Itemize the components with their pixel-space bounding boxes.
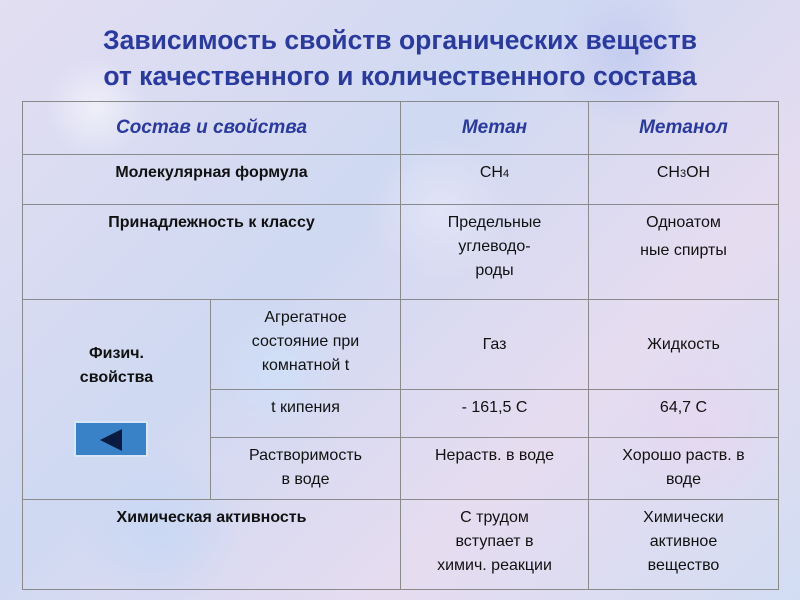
boiling-label: t кипения — [211, 390, 401, 438]
text-line: вещество — [647, 557, 720, 574]
text-line: Хорошо раств. в — [622, 447, 745, 464]
methanol-boiling: 64,7 С — [589, 390, 779, 438]
table-row-state — [23, 300, 779, 390]
text-line: в воде — [281, 471, 330, 488]
methane-state: Газ — [401, 300, 589, 390]
text-line: вступает в — [455, 533, 534, 550]
row-label-chemical: Химическая активность — [23, 500, 401, 590]
row-label-physical — [23, 300, 211, 500]
methanol-solubility — [589, 438, 779, 500]
formula-subscript: 4 — [502, 168, 510, 180]
text-line: Предельные — [447, 214, 542, 231]
back-button[interactable] — [74, 421, 148, 457]
text-line: Растворимость — [249, 447, 362, 464]
table-row-class — [23, 205, 779, 300]
text-line: С трудом — [460, 509, 529, 526]
methane-boiling: - 161,5 С — [401, 390, 589, 438]
text-line: воде — [665, 471, 702, 488]
formula-base: CH — [656, 164, 680, 181]
text-line: ные спирты — [640, 242, 727, 259]
row-label-formula: Молекулярная формула — [23, 155, 401, 205]
title-line-2: от качественного и количественного состава — [103, 61, 697, 91]
title-line-1: Зависимость свойств органических веществ — [103, 25, 697, 55]
formula-base: CH — [479, 164, 503, 181]
header-methane: Метан — [401, 102, 589, 155]
text-line: Одноатом — [646, 214, 721, 231]
text-line: Физич. — [88, 344, 144, 362]
methanol-state: Жидкость — [589, 300, 779, 390]
methanol-class — [589, 205, 779, 300]
solubility-label — [211, 438, 401, 500]
text-line: углеводо- — [458, 238, 531, 255]
triangle-left-icon — [100, 429, 122, 451]
methane-formula — [401, 155, 589, 205]
text-line: состояние при — [251, 333, 360, 350]
table-row-chemical — [23, 500, 779, 590]
header-composition: Состав и свойства — [23, 102, 401, 155]
header-methanol: Метанол — [589, 102, 779, 155]
text-line: роды — [475, 262, 514, 279]
formula-tail: OH — [686, 164, 711, 181]
row-label-class: Принадлежность к классу — [23, 205, 401, 300]
methanol-chemical — [589, 500, 779, 590]
methane-class — [401, 205, 589, 300]
state-label — [211, 300, 401, 390]
text-line: Агрегатное — [264, 309, 347, 326]
text-line: Химически — [643, 509, 724, 526]
formula-subscript: 3 — [679, 168, 687, 180]
methane-chemical — [401, 500, 589, 590]
slide-title — [0, 22, 800, 94]
text-line: химич. реакции — [437, 557, 552, 574]
text-line: свойства — [79, 368, 154, 386]
methanol-formula — [589, 155, 779, 205]
properties-table — [22, 101, 779, 590]
table-row-formula — [23, 155, 779, 205]
methane-solubility: Нераств. в воде — [401, 438, 589, 500]
table-header-row — [23, 102, 779, 155]
text-line: активное — [649, 533, 718, 550]
text-line: комнатной t — [261, 357, 350, 374]
